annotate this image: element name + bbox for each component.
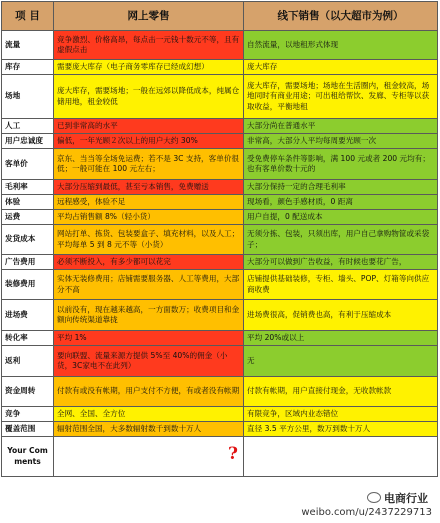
row-label: 返利 [2,346,54,377]
offline-cell: 用户自提，0 配送成本 [244,210,438,225]
table-row [2,346,438,377]
offline-cell: 自然流量，以地租形式体现 [244,31,438,60]
offline-cell: 无 [244,346,438,377]
row-label: 广告费用 [2,255,54,270]
table-row [2,134,438,149]
online-cell: 已到非常高的水平 [54,119,244,134]
question-mark: ? [228,444,238,464]
row-label: 库存 [2,60,54,75]
comments-row [2,437,438,477]
comments-online-cell[interactable] [54,437,244,477]
row-label: 体验 [2,195,54,210]
table-row [2,180,438,195]
table-row [2,31,438,60]
row-label: 转化率 [2,331,54,346]
header-item: 项 目 [2,2,54,31]
table-row [2,225,438,255]
online-cell: 平均 1% [54,331,244,346]
offline-cell: 平均 20%或以上 [244,331,438,346]
offline-cell: 大部分尚在普通水平 [244,119,438,134]
offline-cell: 店铺提供基础装修，专柜、墙头、POP、灯箱等向供应商收费 [244,270,438,300]
offline-cell: 进场费很高，促销费也高，有利于压缩成本 [244,300,438,331]
row-label: 进场费 [2,300,54,331]
row-label: 覆盖范围 [2,422,54,437]
online-cell: 要向联盟、流量来源方提供 5%至 40%的佣金（小货，3C家电不在此列） [54,346,244,377]
offline-cell: 大部分可以做到广告收益，有时候也要花广告， [244,255,438,270]
online-cell: 平均占销售额 8%（轻小货） [54,210,244,225]
comparison-table [1,1,438,477]
table-row [2,300,438,331]
offline-cell: 庞大库存 [244,60,438,75]
weibo-icon [367,492,381,503]
offline-cell: 大部分保持一定的合理毛利率 [244,180,438,195]
row-label: 竞争 [2,407,54,422]
offline-cell: 有限竞争，区域内业态错位 [244,407,438,422]
comments-label: Your Comments [2,437,54,477]
offline-cell: 受免费停车条件等影响，满 100 元或者 200 元均有；也有客单价数十元的 [244,149,438,180]
online-cell: 京东、当当等全场免运费；若不是 3C 支持，客单价很低；一般可能在 100 元左右； [54,149,244,180]
offline-cell: 无须分拣、包装，只须出库，用户自己拿购物筐或采袋子； [244,225,438,255]
online-cell: 辐射范围全国，大多数辐射数千到数十万人 [54,422,244,437]
table-row [2,407,438,422]
table-row [2,119,438,134]
row-label: 用户忠诚度 [2,134,54,149]
table-row [2,377,438,407]
header-online: 网上零售 [54,2,244,31]
table-row [2,270,438,300]
offline-cell: 现场看，颜色手感材质，0 距离 [244,195,438,210]
table-row [2,60,438,75]
offline-cell: 庞大库存，需要场地；场地在生活圈内，租金较高，场地同时有商业用途；可出租给帮饮、发廊、专柜等以获取收益，平衡地租 [244,75,438,119]
table-row [2,195,438,210]
online-cell: 远程感受，体验不足 [54,195,244,210]
header-offline: 线下销售（以大超市为例） [244,2,438,31]
offline-cell: 非常高，大部分人平均每周要光顾一次 [244,134,438,149]
table-row [2,331,438,346]
header-row [2,2,438,31]
row-label: 运费 [2,210,54,225]
row-label: 客单价 [2,149,54,180]
table-row [2,422,438,437]
online-cell: 竞争激烈、价格高昂，每点击一元钱十数元不等，且有虚假点击 [54,31,244,60]
row-label: 毛利率 [2,180,54,195]
watermark-brand [367,490,428,506]
online-cell: 网站打单、拣货、包装要盒子、填充材料，以及人工；平均每单 5 到 8 元不等（小货） [54,225,244,255]
online-cell: 需要庞大库存（电子商务零库存已经成幻想） [54,60,244,75]
row-label: 流量 [2,31,54,60]
comments-offline-cell[interactable] [244,437,438,477]
row-label: 资金周转 [2,377,54,407]
row-label: 人工 [2,119,54,134]
watermark-brand-text: 电商行业 [384,492,428,505]
table-row [2,75,438,119]
online-cell: 偏低，一年光顾２次以上的用户大约 30% [54,134,244,149]
online-cell: 庞大库存，需要场地；一般在远郊以降低成本，纯属仓储用地，租金较低 [54,75,244,119]
watermark-url: weibo.com/u/2437229713 [301,507,432,518]
offline-cell: 直径 3.5 平方公里，数万到数十万人 [244,422,438,437]
row-label: 发货成本 [2,225,54,255]
row-label: 装修费用 [2,270,54,300]
table-row [2,255,438,270]
online-cell: 以前没有，现在越来越高，一方面数万；收费项目和金额向传统渠道靠拢 [54,300,244,331]
online-cell: 大部分压缩到最低，甚至亏本销售，免费赠送 [54,180,244,195]
online-cell: 全网、全国、全方位 [54,407,244,422]
row-label: 场地 [2,75,54,119]
offline-cell: 付款有帐期，用户直接付现金，无收款帐款 [244,377,438,407]
table-row [2,149,438,180]
online-cell: 必须不断投入，有多少都可以花完 [54,255,244,270]
online-cell: 实体无装修费用；店铺需要服务器、人工等费用，大部分不高 [54,270,244,300]
table-row [2,210,438,225]
online-cell: 付款有或没有帐期，用户支付不方便，有或者没有帐期 [54,377,244,407]
